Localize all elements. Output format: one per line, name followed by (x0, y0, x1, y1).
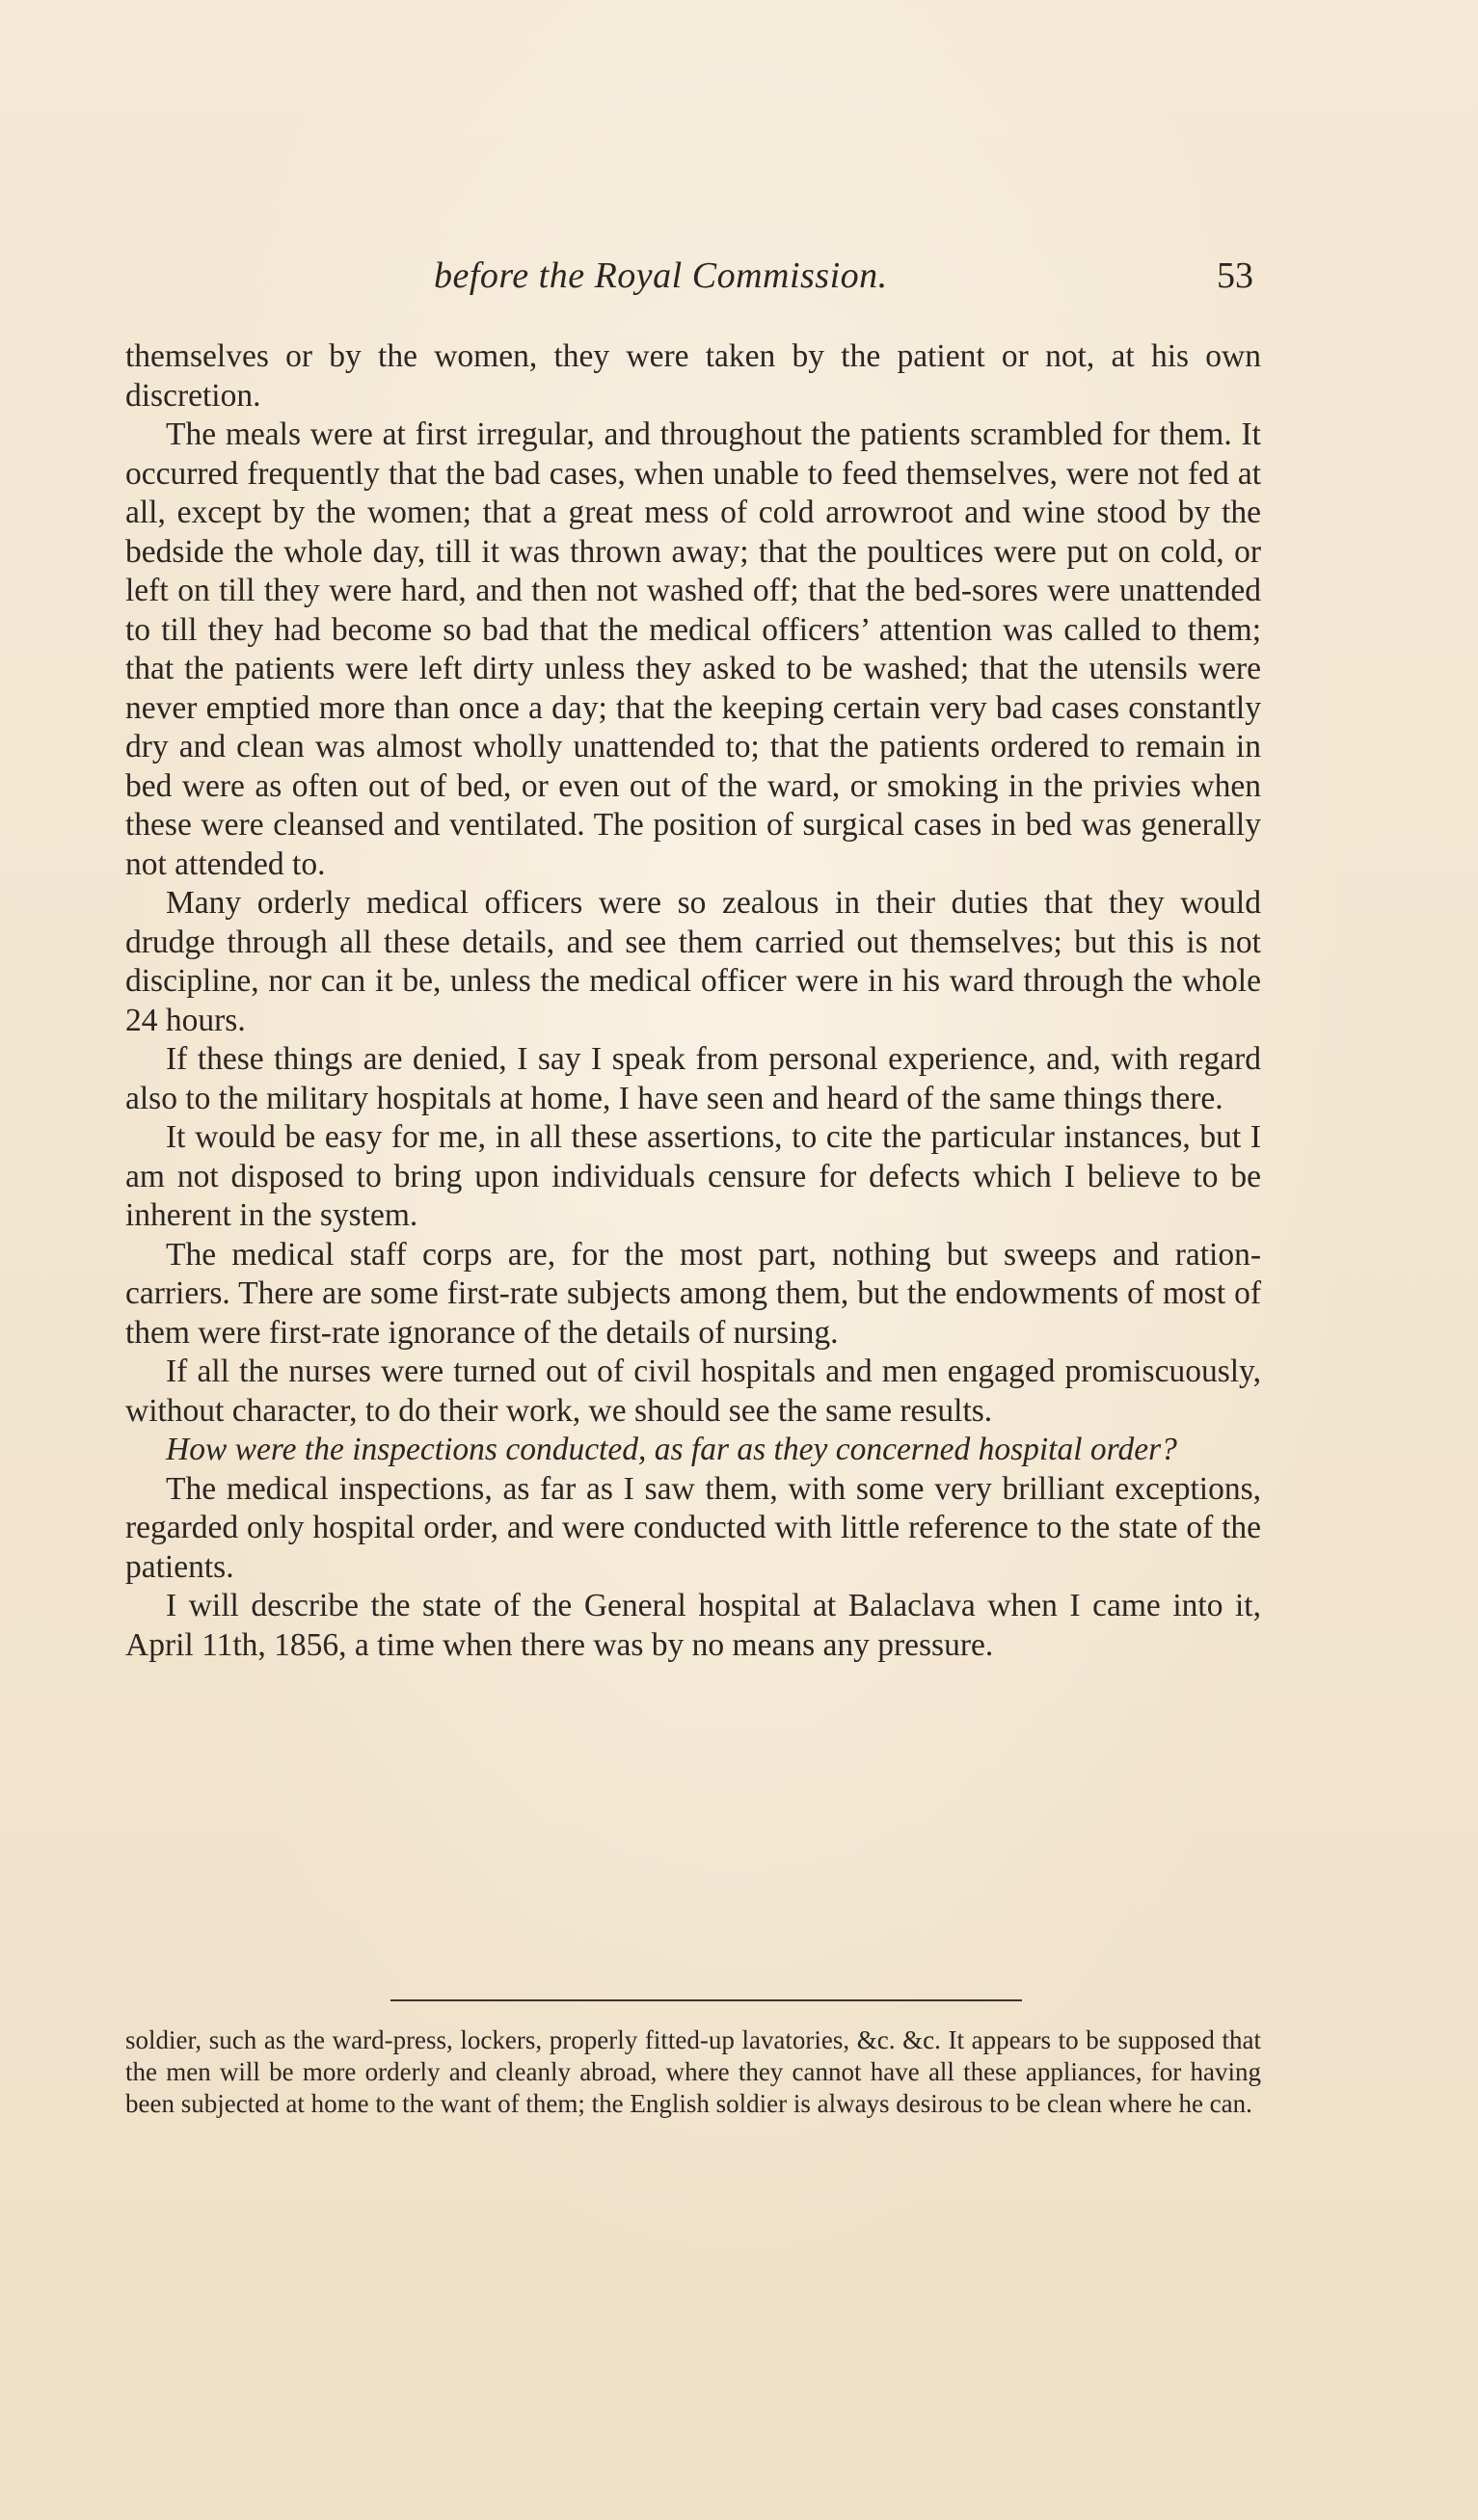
paragraph-inspections-answer: The medical inspections, as far as I saw them, with some very brilliant exceptions, regarded only hospital order, and were conducted with little reference to the state of the patients. (125, 1470, 1261, 1585)
running-header (125, 255, 1253, 303)
footnote (125, 2024, 1261, 2120)
footnote-text: soldier, such as the ward-press, lockers, properly fitted-up lavatories, &c. &c. It appears to be supposed that the men will be more orderly and cleanly abroad, where they cannot have all these appliances, for having been subjected at home to the want of them; the English soldier is always desirous to be clean where he can. (125, 2025, 1261, 2118)
paragraph-instances: It would be easy for me, in all these assertions, to cite the particular instances, but I am not disposed to bring upon individuals censure for defects which I believe to be inherent in the system. (125, 1119, 1261, 1233)
running-title: before the Royal Commission. (434, 255, 888, 296)
question-inspections: How were the inspections conducted, as far as they concerned hospital order? (166, 1432, 1177, 1467)
main-text (125, 337, 1261, 1665)
paragraph-orderly-officers: Many orderly medical officers were so zealous in their duties that they would drudge through all these details, and see them carried out themselves; but this is not discipline, nor can it be, unless the medical officer were in his ward through the whole 24 hours. (125, 885, 1261, 1038)
paragraph-balaclava: I will describe the state of the General hospital at Balaclava when I came into it, April 11th, 1856, a time when there was by no means any pressure. (125, 1588, 1261, 1663)
footnote-rule (390, 1999, 1022, 2001)
paragraph-continuation: themselves or by the women, they were taken by the patient or not, at his own discretion. (125, 338, 1261, 414)
paragraph-civil-hospitals: If all the nurses were turned out of civil hospitals and men engaged promiscuously, without character, to do their work, we should see the same results. (125, 1354, 1261, 1429)
paragraph-denial: If these things are denied, I say I speak from personal experience, and, with regard also to the military hospitals at home, I have seen and heard of the same things there. (125, 1041, 1261, 1116)
page-number: 53 (1217, 255, 1253, 296)
paragraph-meals: The meals were at first irregular, and throughout the patients scrambled for them. It occurred frequently that the bad cases, when unable to feed themselves, were not fed at all, except by the women; that a great mess of cold arrowroot and wine stood by the bedside the whole day, till it was thrown away; that the poultices were put on cold, or left on till they were hard, and then not washed off; that the bed-sores were unattended to till they had become so bad that the medical officers’ attention was called to them; that the patients were left dirty unless they asked to be washed; that the utensils were never emptied more than once a day; that the keeping certain very bad cases constantly dry and clean was almost wholly unattended to; that the patients ordered to remain in bed were as often out of bed, or even out of the ward, or smoking in the privies when these were cleansed and ventilated. The position of surgical cases in bed was generally not attended to. (125, 416, 1261, 882)
paragraph-staff-corps: The medical staff corps are, for the most part, nothing but sweeps and ration-carriers. There are some first-rate subjects among them, but the endowments of most of them were first-rate ignorance of the details of nursing. (125, 1236, 1261, 1351)
